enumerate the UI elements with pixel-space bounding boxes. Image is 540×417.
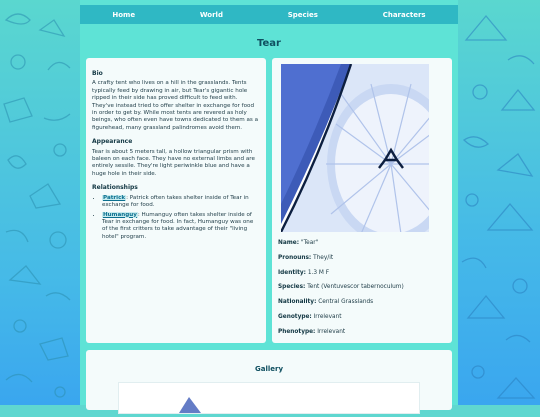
info-card — [272, 58, 452, 343]
bio-heading: Bio — [92, 70, 103, 77]
gallery-heading: Gallery — [254, 365, 284, 373]
critter-pattern-icon — [0, 0, 80, 405]
fact-pronouns: Pronouns: They/it — [278, 254, 334, 261]
relationships-heading: Relationships — [92, 184, 138, 192]
fact-list — [278, 236, 448, 340]
relationship-text: : Patrick often takes shelter inside of Tear in exchange for food. — [102, 194, 249, 209]
relationship-link-humanguy[interactable]: Humanguy — [103, 211, 137, 218]
appearance-heading: Appearance — [92, 138, 133, 146]
nav-species[interactable]: Species — [287, 10, 318, 19]
nav-home[interactable]: Home — [112, 10, 136, 19]
relationship-text: : Humanguy often takes shelter inside of Tear in exchange for food. In fact, Humanguy was one of the first critters to take advantage of their "living hotel" program. — [102, 211, 254, 240]
tear-portrait-icon — [281, 64, 429, 232]
gallery-card — [86, 350, 452, 410]
list-item — [102, 195, 260, 210]
character-portrait — [281, 64, 429, 232]
tent-pattern-icon — [458, 0, 540, 405]
list-item — [102, 212, 260, 242]
main-page — [80, 0, 458, 405]
background-pattern-left — [0, 0, 80, 405]
page-title: Tear — [257, 38, 281, 49]
relationship-link-patrick[interactable]: Patrick — [103, 194, 126, 201]
appearance-text: Tear is about 5 meters tall, a hollow triangular prism with baleen on each face. They have no external limbs and are entirely sessile. They're light periwinkle blue and have a huge hole in their side. — [92, 148, 255, 177]
fact-genotype: Genotype: Irrelevant — [278, 313, 342, 320]
gallery-preview-icon — [119, 383, 419, 413]
bio-text: A crafty tent who lives on a hill in the grasslands. Tents typically feed by drawing in air, but Tear's gigantic hole ripped in their side has proved difficult to feed with. They've instead tried to offer shelter in exchange for food in order to get by. While most tents are revered as holy beings, who often even have towns dedicated to them as a figurehead, many grassland palindromes avoid them. — [92, 80, 259, 131]
nav-world[interactable]: World — [199, 10, 223, 19]
fact-phenotype: Phenotype: Irrelevant — [278, 328, 346, 335]
bio-card — [86, 58, 266, 343]
nav-characters[interactable]: Characters — [382, 10, 426, 19]
relationships-list — [92, 195, 260, 241]
fact-name: Name: "Tear" — [278, 240, 319, 246]
background-pattern-right — [458, 0, 540, 405]
fact-species: Species: Tent (Ventuvescor tabernoculum) — [278, 284, 404, 291]
fact-identity: Identity: 1.3 M F — [278, 269, 330, 276]
top-nav — [80, 5, 458, 24]
gallery-image[interactable] — [118, 382, 420, 414]
fact-nationality: Nationality: Central Grasslands — [278, 299, 374, 306]
